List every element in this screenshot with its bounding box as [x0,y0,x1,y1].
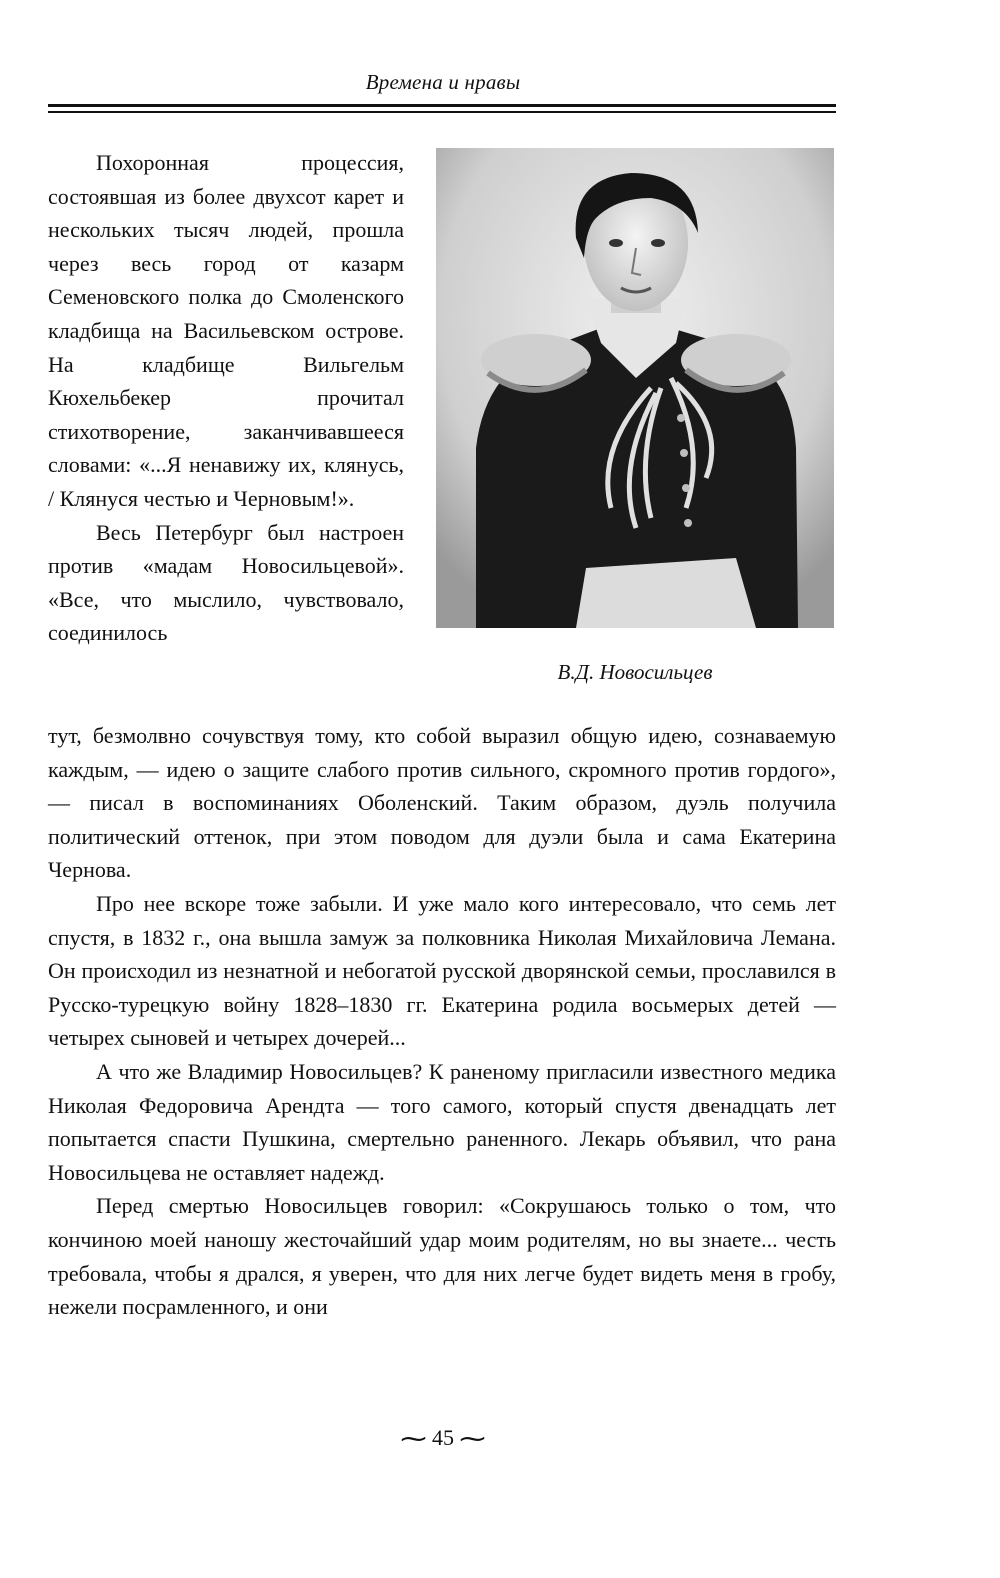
paragraph: Про нее вскоре тоже забыли. И уже мало кого интересовало, что семь лет спустя, в 1832 г., она вышла замуж за полковника Николая Михайловича Лемана. Он происходил из незнатной и небогатой русской дворянской семьи, прославился в Русско-турецкую войну 1828–1830 гг. Екатерина родила восьмерых детей — четырех сыновей и четырех дочерей... [48,890,836,1051]
body-text [48,719,836,1324]
page-number: 45 [432,1425,454,1450]
paragraph-continuation: тут, безмолвно сочувствуя тому, кто собой выразил общую идею, сознаваемую каждым, — идею о защите слабого против сильного, скромного против гордого», — писал в воспоминаниях Оболенский. Таким образом, дуэль получила политический оттенок, при этом поводом для дуэли была и сама Екатерина Чернова. [48,723,836,883]
paragraph: Похоронная процессия, состоявшая из более двухсот карет и нескольких тысяч людей, прошла через весь город от казарм Семеновского полка до Смоленского кладбища на Васильевском острове. На кладбище Вильгельм Кюхельбекер прочитал стихотворение, заканчивавшееся словами: «...Я ненавижу их, клянусь, / Клянуся честью и Черновым!». [48,150,404,511]
page-footer [50,1424,836,1454]
ornament-left-icon: ⁓ [400,1424,427,1454]
figure-caption: В.Д. Новосильцев [557,660,713,684]
paragraph: А что же Владимир Новосильцев? К раненому пригласили известного медика Николая Федоровича Арендта — того самого, который спустя двенадцать лет попытается спасти Пушкина, смертельно раненного. Лекарь объявил, что рана Новосильцева не оставляет надежд. [48,1058,836,1185]
header-rule-thick [48,104,836,107]
paragraph: Весь Петербург был настроен против «мадам Новосильцевой». «Все, что мыслило, чувствовало, соединилось [48,519,404,646]
ornament-right-icon: ⁓ [459,1424,486,1454]
paragraph: Перед смертью Новосильцев говорил: «Сокрушаюсь только о том, что кончиною моей наношу жесточайший удар моим родителям, но вы знаете... честь требовала, чтобы я дрался, я уверен, что для них легче будет видеть меня в гробу, нежели посрамленного, и они [48,1193,836,1320]
column-text [48,146,404,650]
running-header: Времена и нравы [365,70,521,94]
portrait-image [436,148,834,628]
header-rule-thin [48,111,836,113]
